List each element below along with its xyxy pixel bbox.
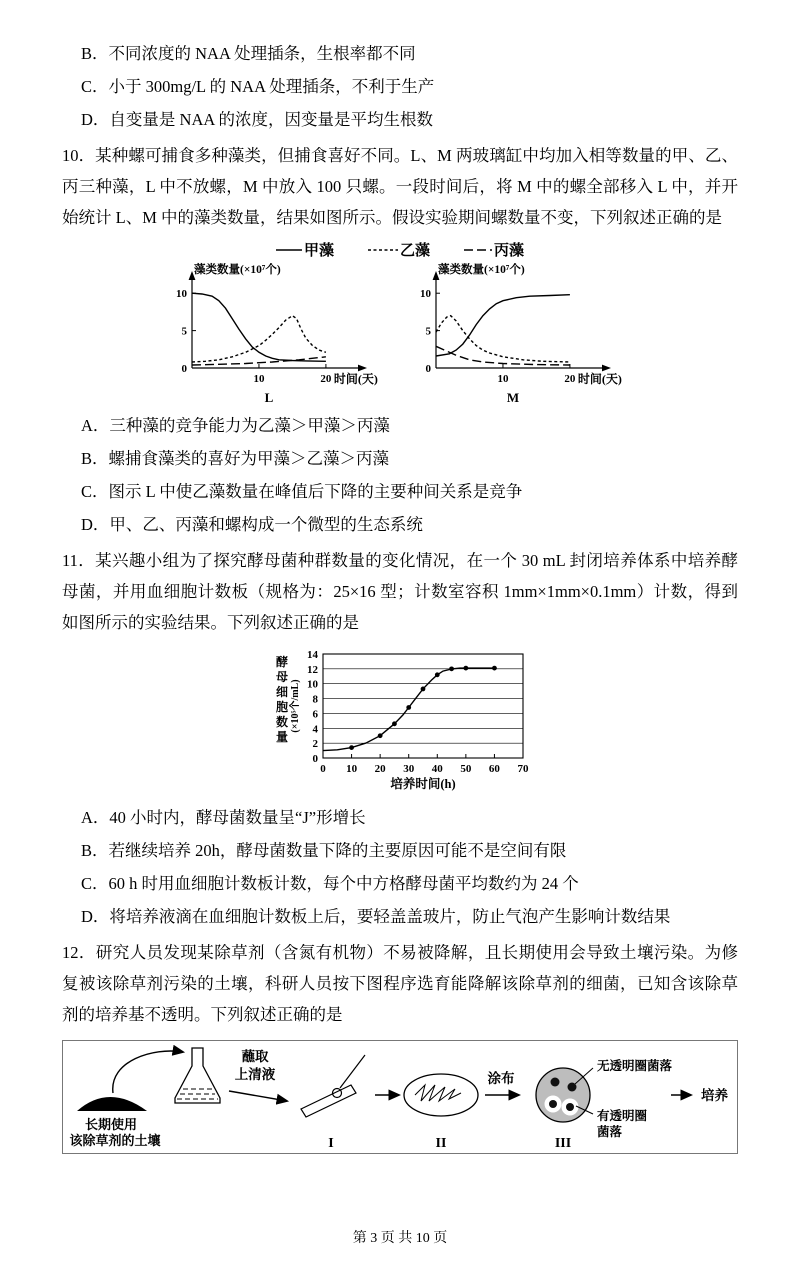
svg-text:细: 细 bbox=[275, 685, 289, 699]
svg-text:2: 2 bbox=[312, 738, 318, 751]
soil-label-line1: 长期使用 bbox=[84, 1117, 138, 1132]
q11-option-b: B．若继续培养 20h，酵母菌数量下降的主要原因可能不是空间有限 bbox=[81, 841, 567, 860]
legend-item-bing bbox=[464, 239, 524, 260]
svg-text:10: 10 bbox=[497, 373, 509, 385]
q11-options bbox=[62, 802, 738, 932]
svg-text:(×10⁵个/mL): (×10⁵个/mL) bbox=[290, 679, 301, 733]
svg-text:60: 60 bbox=[488, 763, 500, 775]
step1-label: I bbox=[328, 1136, 334, 1151]
svg-text:20: 20 bbox=[564, 373, 576, 385]
colony-no-halo bbox=[551, 1078, 560, 1087]
svg-text:时间(天): 时间(天) bbox=[577, 372, 622, 386]
step2-label: II bbox=[435, 1136, 447, 1151]
culture-label: 培养 bbox=[701, 1088, 728, 1103]
soil-to-flask-arrow bbox=[113, 1051, 183, 1093]
svg-text:12: 12 bbox=[307, 663, 318, 676]
inoculation-loop-handle bbox=[340, 1055, 365, 1088]
algae-chart-L bbox=[158, 260, 398, 408]
solid-line-sample bbox=[276, 245, 302, 255]
q11-option-a: A．40 小时内，酵母菌数量呈“J”形增长 bbox=[81, 808, 366, 827]
svg-text:0: 0 bbox=[425, 363, 431, 375]
soil-pile bbox=[77, 1097, 147, 1111]
svg-text:10: 10 bbox=[420, 288, 431, 301]
spread-label: 涂布 bbox=[487, 1071, 515, 1086]
yeast-growth-chart bbox=[267, 644, 533, 800]
svg-text:30: 30 bbox=[403, 763, 415, 775]
halo-label-line2: 菌落 bbox=[597, 1125, 623, 1139]
legend-item-yi bbox=[368, 239, 430, 260]
q11-option-d: D．将培养液滴在血细胞计数板上后，要轻盖盖玻片，防止气泡产生影响计数结果 bbox=[81, 907, 671, 926]
svg-text:70: 70 bbox=[517, 763, 529, 775]
svg-text:时间(天): 时间(天) bbox=[333, 372, 378, 386]
colony-with-halo bbox=[549, 1100, 557, 1108]
fine-dash-line-sample bbox=[368, 245, 398, 255]
bacteria-selection-diagram bbox=[63, 1041, 735, 1153]
svg-text:5: 5 bbox=[181, 325, 187, 338]
dip-label-line2: 上清液 bbox=[234, 1067, 276, 1082]
svg-text:10: 10 bbox=[346, 763, 358, 775]
dip-label-line1: 蘸取 bbox=[241, 1049, 269, 1064]
q10-figure bbox=[62, 239, 738, 408]
algae-chart-M bbox=[402, 260, 642, 408]
svg-text:10: 10 bbox=[176, 288, 187, 301]
q10-options bbox=[62, 410, 738, 540]
q11-option-c: C．60 h 时用血细胞计数板计数，每个中方格酵母菌平均数约为 24 个 bbox=[81, 874, 579, 893]
svg-text:L: L bbox=[264, 390, 274, 405]
svg-text:胞: 胞 bbox=[275, 700, 289, 714]
svg-text:14: 14 bbox=[307, 649, 318, 661]
svg-text:10: 10 bbox=[307, 678, 318, 691]
svg-text:母: 母 bbox=[275, 670, 289, 684]
colony-with-halo bbox=[566, 1103, 574, 1111]
legend-label-bing: 丙藻 bbox=[494, 243, 525, 259]
svg-text:50: 50 bbox=[460, 763, 472, 775]
legend-label-jia: 甲藻 bbox=[303, 243, 334, 259]
page-footer: 第 3 页 共 10 页 bbox=[352, 1231, 448, 1246]
svg-text:量: 量 bbox=[275, 730, 289, 744]
q10-option-b: B．螺捕食藻类的喜好为甲藻＞乙藻＞丙藻 bbox=[81, 449, 390, 468]
long-dash-line-sample bbox=[464, 245, 492, 255]
flask bbox=[175, 1048, 220, 1103]
step3-label: III bbox=[554, 1136, 572, 1151]
q12-diagram-box bbox=[62, 1040, 738, 1154]
q9-option-b: B．不同浓度的 NAA 处理插条，生根率都不同 bbox=[81, 44, 416, 63]
legend-label-yi: 乙藻 bbox=[399, 243, 430, 259]
legend-item-jia bbox=[276, 239, 334, 260]
q9-option-d: D．自变量是 NAA 的浓度，因变量是平均生根数 bbox=[81, 110, 434, 129]
svg-text:0: 0 bbox=[181, 363, 187, 375]
q11-figure bbox=[62, 644, 738, 800]
flask-to-step1-arrow bbox=[229, 1091, 287, 1101]
q12-stem: 12．研究人员发现某除草剂（含氮有机物）不易被降解，且长期使用会导致土壤污染。为修复被该除草剂污染的土壤，科研人员按下图程序选育能降解该除草剂的细菌，已知含该除草剂的培养基不透明。下列叙述正确的是 bbox=[62, 943, 738, 1024]
halo-label-line1: 有透明圈 bbox=[597, 1109, 648, 1123]
q10-charts-row bbox=[158, 260, 642, 408]
svg-text:40: 40 bbox=[431, 763, 443, 775]
svg-text:4: 4 bbox=[312, 723, 318, 736]
svg-text:藻类数量(×10⁷个): 藻类数量(×10⁷个) bbox=[438, 264, 525, 276]
q10-option-a: A．三种藻的竞争能力为乙藻＞甲藻＞丙藻 bbox=[81, 416, 390, 435]
svg-text:M: M bbox=[506, 390, 520, 405]
svg-text:0: 0 bbox=[320, 763, 326, 775]
q9-option-c: C．小于 300mg/L 的 NAA 处理插条，不利于生产 bbox=[81, 77, 435, 96]
svg-text:5: 5 bbox=[425, 325, 431, 338]
svg-text:培养时间(h): 培养时间(h) bbox=[390, 777, 456, 791]
no-halo-label: 无透明圈菌落 bbox=[597, 1059, 673, 1073]
svg-text:20: 20 bbox=[320, 373, 332, 385]
q10-legend bbox=[276, 239, 524, 260]
slant-plate bbox=[301, 1085, 356, 1117]
q9-options bbox=[62, 38, 738, 135]
svg-text:8: 8 bbox=[312, 693, 318, 706]
svg-text:20: 20 bbox=[374, 763, 386, 775]
svg-text:藻类数量(×10⁷个): 藻类数量(×10⁷个) bbox=[194, 264, 281, 276]
svg-text:10: 10 bbox=[253, 373, 265, 385]
q10-option-c: C．图示 L 中使乙藻数量在峰值后下降的主要种间关系是竞争 bbox=[81, 482, 523, 501]
q10-option-d: D．甲、乙、丙藻和螺构成一个微型的生态系统 bbox=[81, 515, 423, 534]
svg-text:6: 6 bbox=[312, 708, 318, 721]
q10-stem: 10．某种螺可捕食多种藻类，但捕食喜好不同。L、M 两玻璃缸中均加入相等数量的甲、乙、丙三种藻，L 中不放螺，M 中放入 100 只螺。一段时间后，将 M 中的螺全部移入 L 中，并开始统计 L、M 中的藻类数量，结果如图所示。假设实验期间螺数量不变，下列叙述正确的是 bbox=[62, 146, 738, 227]
opaque-plate bbox=[536, 1068, 590, 1122]
svg-text:0: 0 bbox=[312, 753, 318, 765]
svg-text:数: 数 bbox=[275, 715, 289, 729]
soil-label-line2: 该除草剂的土壤 bbox=[69, 1133, 161, 1148]
q11-stem: 11．某兴趣小组为了探究酵母菌种群数量的变化情况，在一个 30 mL 封闭培养体系中培养酵母菌，并用血细胞计数板（规格为：25×16 型；计数室容积 1mm×1mm×0.1mm）计数，得到如图所示的实验结果。下列叙述正确的是 bbox=[62, 551, 738, 632]
svg-text:酵: 酵 bbox=[275, 655, 289, 669]
